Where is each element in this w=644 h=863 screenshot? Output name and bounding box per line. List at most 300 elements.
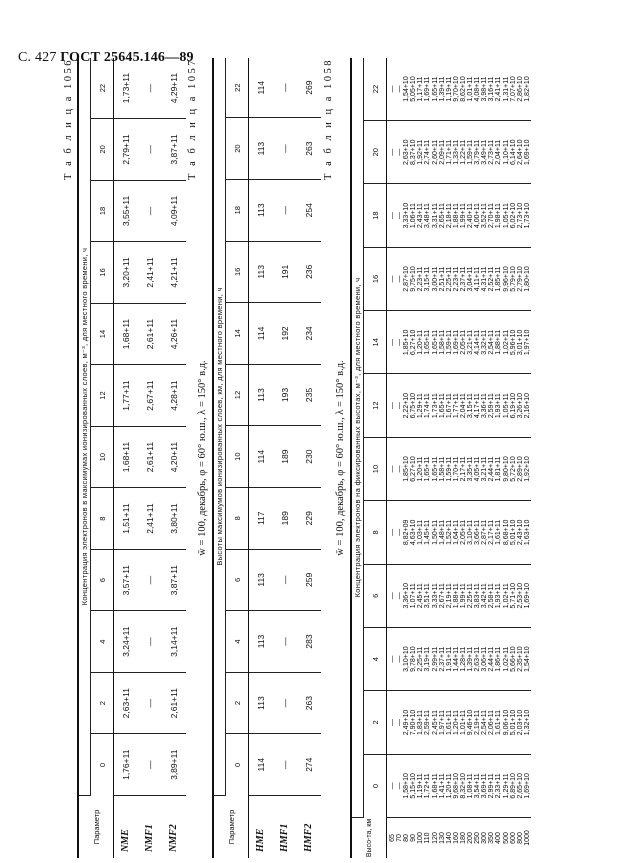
- table-cell: 283: [297, 611, 321, 673]
- table-cell: 2,58+11: [488, 583, 496, 609]
- table-cell: 6,75+10: [410, 392, 418, 419]
- table-cell: 2,22+10: [403, 392, 411, 419]
- table-cell: 1,33+11: [452, 139, 460, 165]
- table-cell: 1,59+11: [467, 139, 475, 165]
- table-cell: 2,44+11: [488, 456, 496, 482]
- table-cell: 1,58+11: [438, 329, 446, 355]
- table-row: [114, 58, 138, 858]
- table-cell: 1,88+11: [495, 329, 503, 355]
- height-column: [387, 818, 531, 859]
- table-condition: w̄ = 100, декабрь, φ = 60° ю.ш., λ = 150° в.д.: [335, 360, 346, 556]
- table-cell: 3,51+11: [424, 583, 432, 609]
- table-cell: 2,41+11: [138, 242, 162, 304]
- table-1057: [187, 58, 321, 858]
- table-cell: 1,44+11: [452, 646, 460, 672]
- table-cell: 1,85+10: [403, 456, 411, 482]
- hour-header: 22: [226, 58, 249, 118]
- table-cell: 114: [249, 426, 273, 488]
- table-cell: 6,27+10: [410, 329, 418, 356]
- table-cell: 274: [297, 734, 321, 796]
- table-cell: 1,92+11: [417, 139, 425, 165]
- table-cell: 4,63+10: [410, 519, 418, 546]
- table-cell: 1,70+11: [452, 456, 460, 482]
- table-cell: —: [396, 655, 404, 663]
- table-row: [297, 58, 321, 858]
- table-cell: 2,89+10: [516, 456, 524, 482]
- table-cell: 3,32+11: [481, 329, 489, 355]
- table-cell: 113: [249, 364, 273, 426]
- value-column: [387, 58, 531, 121]
- table-cell: 9,78+10: [410, 646, 418, 672]
- table-cell: 1,32+10: [523, 709, 531, 736]
- table-cell: —: [389, 592, 396, 600]
- table-cell: 1,01+11: [459, 709, 467, 735]
- table-cell: 5,05+10: [410, 76, 418, 102]
- table-cell: 2,05+11: [459, 519, 467, 545]
- table-cell: —: [396, 275, 404, 283]
- table-cell: 2,37+11: [438, 646, 446, 672]
- param-name: NMF1: [144, 824, 155, 852]
- table-cell: 3,00+11: [431, 266, 439, 292]
- table-cell: 2,86+10: [516, 76, 524, 102]
- table-cell: 1,07+11: [410, 583, 418, 609]
- table-cell: 4,11+11: [474, 266, 482, 292]
- height-value: 500: [502, 832, 510, 844]
- value-column: [387, 121, 531, 184]
- table-cell: 1,86+11: [495, 646, 503, 672]
- table-cell: 1,01+11: [467, 76, 475, 102]
- table-cell: —: [273, 734, 297, 796]
- table-cell: 2,17+11: [488, 519, 496, 545]
- table-cell: 234: [297, 303, 321, 365]
- table-cell: 1,97+10: [523, 329, 531, 356]
- height-value: 130: [438, 832, 446, 844]
- table-cell: 3,79+11: [474, 139, 482, 165]
- table-cell: 5,79+10: [509, 266, 517, 292]
- value-column: [387, 184, 531, 247]
- table-cell: 3,69+11: [481, 773, 489, 799]
- table-cell: 8,62+10: [459, 76, 467, 102]
- table-cell: 1,02+11: [502, 583, 510, 609]
- table-cell: 1,29+11: [502, 773, 510, 799]
- table-cell: 2,79+11: [114, 119, 138, 181]
- table-cell: 1,10+11: [502, 139, 510, 165]
- hour-header: 22: [91, 58, 114, 119]
- table-cell: 2,18+11: [445, 203, 453, 229]
- table-cell: 3,87+11: [162, 119, 186, 181]
- table-number: Т а б л и ц а 1056: [63, 58, 74, 180]
- table-cell: —: [138, 180, 162, 242]
- table-cell: 2,65+10: [516, 773, 524, 799]
- height-value: 70: [396, 834, 404, 842]
- height-value: 100: [417, 832, 425, 844]
- table-cell: 5,71+10: [509, 583, 517, 609]
- hour-header: 22: [364, 58, 387, 121]
- table-cell: —: [389, 275, 396, 283]
- table-cell: —: [396, 718, 404, 726]
- hour-header: 12: [226, 364, 249, 426]
- table-cell: 2,52+11: [488, 266, 496, 292]
- table-cell: 2,61+11: [138, 303, 162, 365]
- table-cell: —: [389, 782, 396, 790]
- table-cell: 3,10+11: [467, 519, 475, 545]
- param-name: HME: [255, 828, 267, 852]
- standard-number: ГОСТ 25645.146—89: [60, 50, 194, 65]
- param-name: HMF1: [279, 823, 290, 852]
- table-cell: 1,61+11: [495, 519, 503, 545]
- table-cell: 3,54+11: [474, 773, 482, 799]
- table-cell: —: [273, 549, 297, 611]
- table-cell: 3,98+11: [481, 76, 489, 102]
- hour-header: 8: [91, 488, 114, 550]
- table-cell: 2,73+11: [488, 139, 496, 165]
- hour-header: 18: [226, 179, 249, 241]
- table-cell: 1,61+11: [445, 709, 453, 735]
- table-cell: 2,17+11: [459, 456, 467, 482]
- value-column: [387, 691, 531, 754]
- hour-header: 4: [226, 611, 249, 673]
- table-cell: 1,02+11: [502, 329, 510, 355]
- table-cell: 3,89+11: [162, 734, 186, 796]
- table-cell: 1,63+10: [523, 519, 531, 546]
- hour-header: 10: [364, 437, 387, 500]
- value-column: [387, 627, 531, 690]
- table-cell: 9,68+10: [452, 773, 460, 799]
- hour-header: 10: [226, 426, 249, 488]
- hour-header: 20: [226, 118, 249, 180]
- table-cell: 1,91+11: [445, 646, 453, 672]
- table-cell: 3,14+11: [162, 611, 186, 673]
- table-subheader: Концентрация электронов на фиксированных высотах, м⁻³, для местного времени, ч: [351, 58, 364, 818]
- height-value: 600: [509, 832, 517, 844]
- table-cell: —: [396, 85, 404, 93]
- table-cell: 113: [249, 672, 273, 734]
- hour-header: 4: [364, 627, 387, 690]
- table-cell: 2,59+11: [488, 393, 496, 419]
- hour-header: 16: [226, 241, 249, 303]
- table-cell: 2,45+11: [417, 583, 425, 609]
- table-cell: 1,88+11: [452, 583, 460, 609]
- table-cell: 3,10+10: [403, 646, 411, 672]
- table-cell: 1,69+10: [523, 139, 531, 165]
- table-cell: 1,50+11: [431, 519, 439, 545]
- table-cell: 1,97+11: [438, 709, 446, 735]
- height-value: 200: [467, 832, 475, 844]
- table-cell: 1,39+11: [467, 646, 475, 672]
- hour-header: 2: [226, 672, 249, 734]
- value-column: [387, 247, 531, 310]
- table-cell: 2,61+11: [138, 426, 162, 488]
- table-cell: 6,89+10: [509, 773, 517, 799]
- table-cell: 2,19+11: [474, 709, 482, 735]
- table-cell: 2,49+10: [403, 709, 411, 736]
- table-cell: 3,20+11: [114, 242, 138, 304]
- table-cell: 113: [249, 549, 273, 611]
- table-cell: 2,23+11: [452, 266, 460, 292]
- table-cell: 3,52+11: [481, 203, 489, 229]
- height-value: 140: [445, 832, 453, 844]
- table-cell: 3,01+10: [516, 329, 524, 356]
- table-cell: 3,33+10: [403, 202, 411, 229]
- table-cell: 113: [249, 118, 273, 180]
- table-cell: 1,92+10: [523, 456, 531, 482]
- table-cell: 1,03+11: [417, 519, 425, 545]
- table-row: [273, 58, 297, 858]
- table-1058: [323, 58, 531, 858]
- table-cell: 3,06+11: [481, 646, 489, 672]
- table-row: [162, 58, 186, 858]
- table-cell: 6,02+10: [509, 202, 517, 229]
- hour-header: 6: [226, 549, 249, 611]
- table-cell: —: [273, 58, 297, 118]
- table-cell: 2,16+10: [523, 392, 531, 419]
- param-name: HMF2: [303, 823, 314, 852]
- hour-header: 0: [364, 754, 387, 817]
- table-cell: 2,19+11: [445, 583, 453, 609]
- hour-header: 16: [364, 247, 387, 310]
- table-cell: —: [138, 58, 162, 119]
- table-cell: 3,31+11: [431, 203, 439, 229]
- table-cell: 2,09+11: [438, 139, 446, 165]
- table-cell: 1,45+11: [424, 519, 432, 545]
- table-cell: 1,58+10: [403, 773, 411, 799]
- height-value: 110: [424, 832, 432, 844]
- table-cell: 2,33+11: [495, 773, 503, 799]
- table-cell: 4,29+11: [162, 58, 186, 119]
- table-cell: 2,23+11: [417, 266, 425, 292]
- table-cell: 1,68+11: [114, 426, 138, 488]
- table-cell: 1,64+11: [452, 519, 460, 545]
- table-cell: 2,35+10: [516, 646, 524, 672]
- param-name: NME: [120, 829, 132, 852]
- table-cell: 1,20+11: [445, 773, 453, 799]
- table-cell: 5,72+10: [509, 456, 517, 482]
- table-cell: 113: [249, 241, 273, 303]
- table-cell: —: [389, 402, 396, 410]
- table-cell: 114: [249, 734, 273, 796]
- table-cell: 1,80+10: [523, 266, 531, 292]
- hour-header: 2: [91, 672, 114, 734]
- table-cell: 1,05+11: [502, 393, 510, 419]
- value-column: [387, 311, 531, 374]
- table-cell: 1,85+10: [403, 329, 411, 356]
- hour-header: 20: [364, 121, 387, 184]
- table-cell: 1,73+11: [114, 58, 138, 119]
- height-value: 1000: [523, 830, 531, 846]
- table-cell: 3,26+10: [516, 392, 524, 419]
- table-cell: 2,67+11: [438, 583, 446, 609]
- hour-header: 4: [91, 611, 114, 673]
- hour-header: 0: [91, 734, 114, 796]
- table-cell: 2,65+11: [438, 203, 446, 229]
- table-cell: 3,21+11: [481, 456, 489, 482]
- hour-header: 0: [226, 734, 249, 796]
- table-cell: 1,41+11: [438, 773, 446, 799]
- table-cell: 8,68+10: [502, 519, 510, 546]
- table-cell: 1,99+11: [459, 583, 467, 609]
- table-cell: 1,69+10: [523, 773, 531, 799]
- height-header: Высо-та, км: [351, 818, 387, 859]
- table-cell: 7,90+10: [410, 709, 418, 736]
- hour-header: 10: [91, 426, 114, 488]
- table-cell: 3,15+11: [467, 393, 475, 419]
- table-cell: 1,71+11: [445, 139, 453, 165]
- table-cell: 2,40+11: [467, 203, 475, 229]
- value-column: [387, 564, 531, 627]
- table-cell: —: [138, 611, 162, 673]
- table-cell: 1,20+11: [417, 456, 425, 482]
- hour-header: 14: [226, 303, 249, 365]
- table-cell: —: [273, 179, 297, 241]
- table-cell: 2,45+11: [431, 709, 439, 735]
- hour-header: 8: [226, 487, 249, 549]
- page-number: С. 427: [18, 50, 57, 65]
- value-column: [387, 437, 531, 500]
- table-cell: 9,06+10: [502, 709, 510, 736]
- table-row: [138, 58, 162, 858]
- hour-header: 18: [91, 180, 114, 242]
- table-subheader: Концентрация электронов в максимумах ионизированных слоев, м⁻³, для местного времени, ч: [78, 58, 91, 796]
- hour-header: 6: [91, 549, 114, 611]
- table-cell: 4,08+11: [474, 76, 482, 102]
- table-cell: 8,37+10: [410, 139, 418, 165]
- table-cell: 1,73+11: [431, 393, 439, 419]
- table-cell: 192: [273, 303, 297, 365]
- hour-header: 2: [364, 691, 387, 754]
- table-cell: 1,28+11: [459, 646, 467, 672]
- table-cell: 3,16+11: [488, 76, 496, 102]
- table-cell: 6,19+10: [509, 392, 517, 419]
- table-cell: 2,70+11: [488, 203, 496, 229]
- table-cell: —: [396, 528, 404, 536]
- param-header: Параметр: [78, 796, 114, 859]
- table-cell: 4,26+11: [162, 303, 186, 365]
- table-cell: —: [138, 549, 162, 611]
- table-cell: —: [389, 655, 396, 663]
- table-cell: 1,54+10: [403, 76, 411, 102]
- table-cell: 2,51+11: [438, 266, 446, 292]
- table-cell: 189: [273, 487, 297, 549]
- table-cell: 2,44+11: [488, 646, 496, 672]
- table-cell: 3,57+11: [114, 549, 138, 611]
- table-cell: 4,21+11: [162, 242, 186, 304]
- table-cell: 2,03+10: [516, 709, 524, 736]
- table-cell: —: [389, 148, 396, 156]
- param-name: NMF2: [168, 824, 179, 852]
- table-cell: 1,20+11: [417, 329, 425, 355]
- table-cell: 263: [297, 672, 321, 734]
- table-cell: 2,73+10: [516, 202, 524, 229]
- table-cell: 1,65+11: [431, 76, 439, 102]
- table-cell: 3,80+11: [162, 488, 186, 550]
- table-cell: 3,21+11: [467, 329, 475, 355]
- height-value: 350: [488, 832, 496, 844]
- table-cell: 1,19+11: [445, 76, 453, 102]
- height-value: 80: [403, 834, 411, 842]
- table-1058-grid: [350, 58, 531, 858]
- table-cell: 1,48+11: [438, 519, 446, 545]
- table-cell: 230: [297, 426, 321, 488]
- table-cell: 2,05+11: [459, 329, 467, 355]
- table-cell: 5,15+10: [410, 773, 418, 799]
- table-cell: 4,28+11: [162, 365, 186, 427]
- table-cell: 4,05+11: [474, 456, 482, 482]
- table-cell: 3,49+11: [481, 139, 489, 165]
- table-cell: —: [138, 119, 162, 181]
- hour-header: 6: [364, 564, 387, 627]
- rotated-content: [55, 58, 635, 858]
- table-cell: 2,53+10: [516, 583, 524, 609]
- table-cell: 193: [273, 364, 297, 426]
- table-cell: 1,65+11: [424, 456, 432, 482]
- hour-header: 12: [364, 374, 387, 437]
- hour-header: 14: [364, 311, 387, 374]
- table-cell: 2,25+11: [467, 583, 475, 609]
- table-cell: —: [273, 672, 297, 734]
- table-condition: w̄ = 100, декабрь, φ = 60° ю.ш., λ = 150° в.д.: [197, 360, 208, 556]
- table-cell: 1,98+11: [495, 203, 503, 229]
- table-cell: 1,77+11: [114, 365, 138, 427]
- value-column: [387, 374, 531, 437]
- table-cell: 5,66+10: [509, 646, 517, 672]
- table-cell: —: [138, 734, 162, 796]
- table-cell: 1,51+11: [114, 488, 138, 550]
- table-cell: —: [396, 592, 404, 600]
- table-cell: 9,46+10: [467, 709, 475, 736]
- table-cell: 2,74+11: [424, 139, 432, 165]
- table-cell: 3,35+11: [467, 456, 475, 482]
- table-cell: 3,36+10: [403, 583, 411, 609]
- table-cell: 9,70+10: [452, 76, 460, 102]
- table-cell: 6,14+10: [509, 139, 517, 165]
- table-cell: 191: [273, 241, 297, 303]
- table-cell: 1,69+11: [452, 329, 460, 355]
- table-cell: 254: [297, 179, 321, 241]
- table-cell: 3,24+11: [114, 611, 138, 673]
- table-cell: 5,96+10: [509, 329, 517, 356]
- table-subheader: Высоты максимумов ионизированных слоев, км, для местного времени, ч: [213, 58, 226, 796]
- table-cell: 2,87+11: [481, 519, 489, 545]
- table-cell: —: [273, 611, 297, 673]
- table-cell: 2,25+11: [445, 266, 453, 292]
- table-cell: 3,83+11: [474, 583, 482, 609]
- height-value: 400: [495, 832, 503, 844]
- table-cell: 1,19+11: [417, 773, 425, 799]
- table-cell: 2,43+11: [417, 203, 425, 229]
- table-cell: 2,67+11: [138, 365, 162, 427]
- table-cell: —: [396, 465, 404, 473]
- table-cell: 1,73+10: [523, 202, 531, 229]
- table-cell: 9,96+10: [502, 266, 510, 292]
- value-column: [387, 501, 531, 564]
- height-value: 300: [481, 832, 489, 844]
- table-cell: 3,55+11: [114, 180, 138, 242]
- table-cell: 1,72+11: [424, 773, 432, 799]
- table-cell: 5,01+10: [509, 519, 517, 546]
- table-cell: 3,04+11: [467, 266, 475, 292]
- table-cell: —: [396, 782, 404, 790]
- table-cell: 1,65+11: [424, 329, 432, 355]
- table-cell: 1,77+11: [452, 393, 460, 419]
- table-cell: 3,66+11: [474, 519, 482, 545]
- table-cell: 2,99+11: [431, 646, 439, 672]
- table-cell: 2,59+11: [424, 709, 432, 735]
- table-cell: 2,41+11: [138, 488, 162, 550]
- table-cell: 9,75+10: [410, 266, 418, 292]
- table-cell: 114: [249, 303, 273, 365]
- table-cell: —: [396, 148, 404, 156]
- table-cell: 1,76+11: [114, 734, 138, 796]
